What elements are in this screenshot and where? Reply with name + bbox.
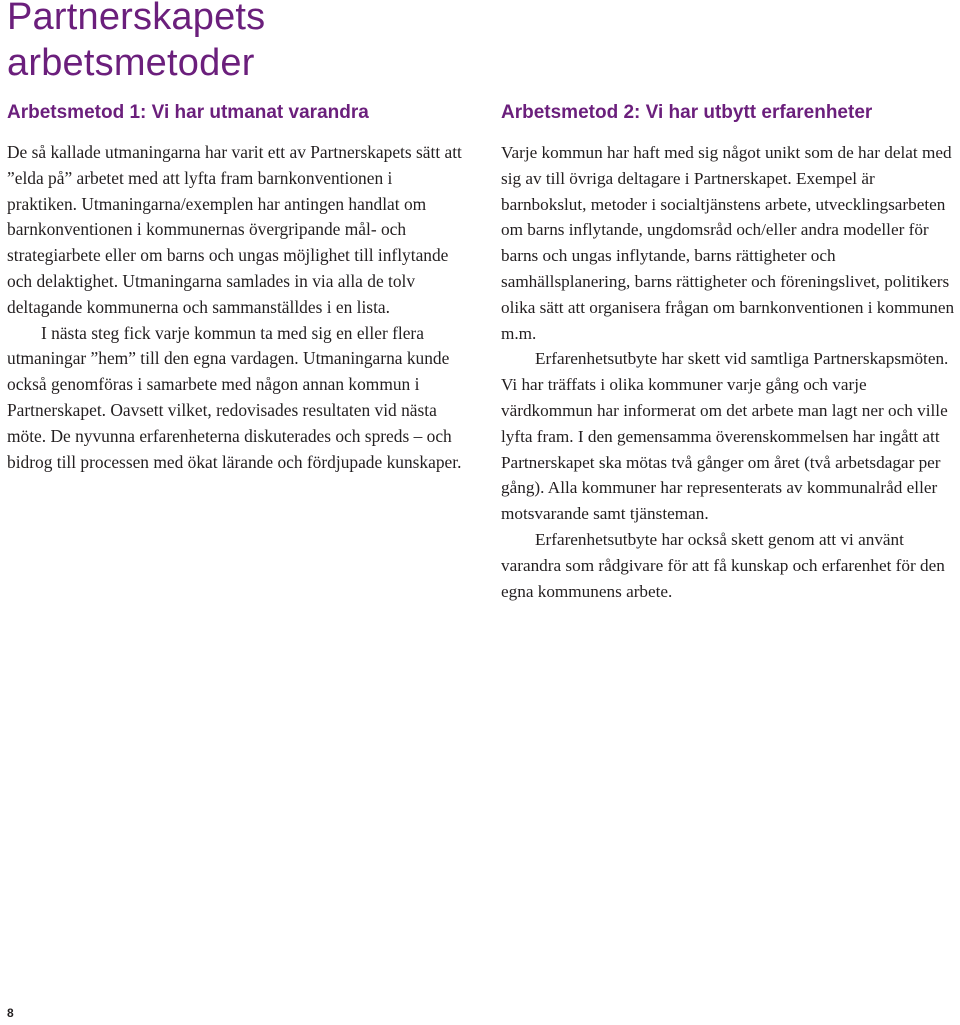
section-arbetsmetod-2 (501, 100, 960, 604)
page-title: Partnerskapets arbetsmetoder (7, 0, 266, 84)
body-paragraph: Erfarenhetsutbyte har också skett genom att vi använt varandra som rådgivare för att få kunskap och erfarenhet för den egna kommunens arbete. (501, 529, 945, 601)
section-arbetsmetod-1 (7, 100, 462, 475)
page-number: 8 (7, 1006, 14, 1020)
body-paragraph: I nästa steg fick varje kommun ta med sig en eller flera utmaningar ”hem” till den egna vardagen. Utmaningarna kunde också genomföras i samarbete med någon annan kommun i Partnerskapet. Oavsett vilket, redovisades resultaten vid nästa möte. De nyvunna erfarenheterna diskuterades och spreds – och bidrog till processen med ökat lärande och fördjupade kunskaper. (7, 322, 462, 472)
body-paragraph: Erfarenhetsutbyte har skett vid samtliga Partnerskapsmöten. Vi har träffats i olika kommuner varje gång och varje värdkommun har informerat om det arbete man lagt ner och ville lyfta fram. I den gemensamma överenskommelsen har ingått att Partnerskapet ska mötas två gånger om året (två arbetsdagar per gång). Alla kommuner har representerats av kommunalråd eller motsvarande samt tjänsteman. (501, 349, 949, 524)
section-heading: Arbetsmetod 1: Vi har utmanat varandra (7, 102, 369, 123)
body-paragraph: De så kallade utmaningarna har varit ett av Partnerskapets sätt att ”elda på” arbetet med att lyfta fram barnkonventionen i praktiken. Utmaningarna/exemplen har antingen handlat om barnkonventionen i kommunernas övergripande mål- och strategiarbete eller om barns och ungas möjlighet till inflytande och delaktighet. Utmaningarna samlades in via alla de tolv deltagande kommunerna och sammanställdes i en lista. (7, 142, 462, 317)
section-heading: Arbetsmetod 2: Vi har utbytt erfarenheter (501, 102, 873, 123)
body-paragraph: Varje kommun har haft med sig något unikt som de har delat med sig av till övriga deltagare i Partnerskapet. Exempel är barnbokslut, metoder i socialtjänstens arbete, utvecklingsarbeten om barns inflytande, ungdomsråd och/eller andra modeller för barns och ungas inflytande, barns rättigheter och samhällsplanering, barns rättigheter och föreningslivet, politikers olika sätt att organisera frågan om barnkonventionen i kommunen m.m. (501, 143, 955, 343)
